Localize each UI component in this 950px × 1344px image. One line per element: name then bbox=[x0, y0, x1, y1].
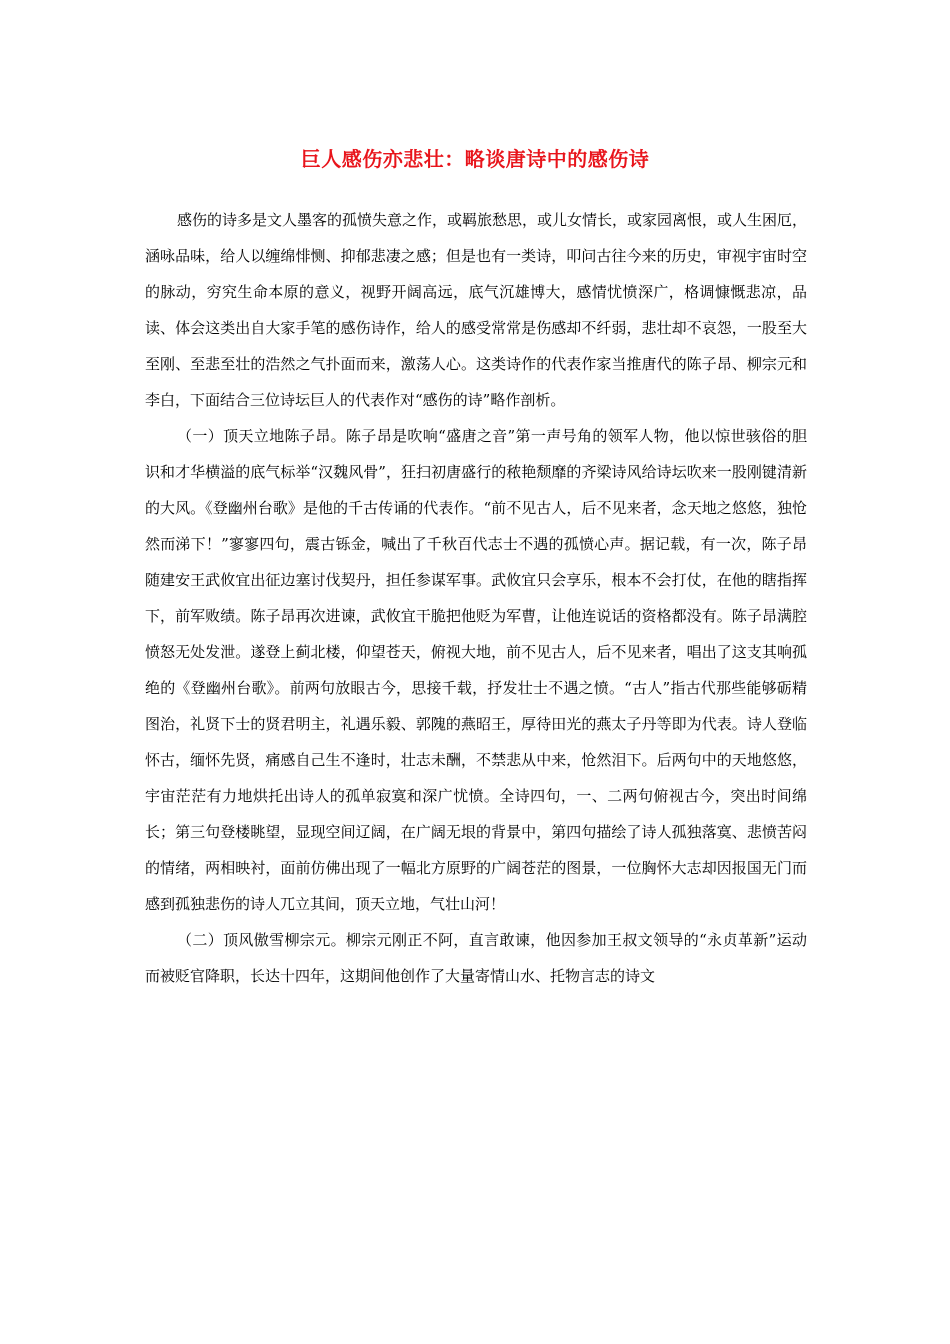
paragraph-intro: 感伤的诗多是文人墨客的孤愤失意之作，或羁旅愁思，或儿女情长，或家园离恨，或人生困厄，涵咏品味，给人以缠绵悱恻、抑郁悲凄之感；但是也有一类诗，叩问古往今来的历史，审视宇宙时空的脉动，穷究生命本原的意义，视野开阔高远，底气沉雄博大，感情忧愤深广，格调慷慨悲凉，品读、体会这类出自大家手笔的感伤诗作，给人的感受常常是伤感却不纤弱，悲壮却不哀怨，一股至大至刚、至悲至壮的浩然之气扑面而来，激荡人心。这类诗作的代表作家当推唐代的陈子昂、柳宗元和李白，下面结合三位诗坛巨人的代表作对“感伤的诗”略作剖析。 bbox=[145, 211, 808, 409]
document-body bbox=[145, 202, 807, 994]
paragraph-chen-ziang: （一）顶天立地陈子昂。陈子昂是吹响“盛唐之音”第一声号角的领军人物，他以惊世骇俗的胆识和才华横溢的底气标举“汉魏风骨”，狂扫初唐盛行的秾艳颓靡的齐梁诗风给诗坛吹来一股刚键清新的大风。《登幽州台歌》是他的千古传诵的代表作。“前不见古人，后不见来者，念天地之悠悠，独怆然而涕下！”寥寥四句，震古铄金，喊出了千秋百代志士不遇的孤愤心声。据记载，有一次，陈子昂随建安王武攸宜出征边塞讨伐契丹，担任参谋军事。武攸宜只会享乐，根本不会打仗，在他的瞎指挥下，前军败绩。陈子昂再次进谏，武攸宜干脆把他贬为军曹，让他连说话的资格都没有。陈子昂满腔愤怒无处发泄。遂登上蓟北楼，仰望苍天，俯视大地，前不见古人，后不见来者，唱出了这支其响孤绝的《登幽州台歌》。前两句放眼古今，思接千载，抒发壮士不遇之愤。“古人”指古代那些能够砺精图治，礼贤下士的贤君明主，礼遇乐毅、郭隗的燕昭王，厚待田光的燕太子丹等即为代表。诗人登临怀古，缅怀先贤，痛感自己生不逢时，壮志未酬，不禁悲从中来，怆然泪下。后两句中的天地悠悠，宇宙茫茫有力地烘托出诗人的孤单寂寞和深广忧愤。全诗四句，一、二两句俯视古今，突出时间绵长；第三句登楼眺望，显现空间辽阔，在广阔无垠的背景中，第四句描绘了诗人孤独落寞、悲愤苦闷的情绪，两相映衬，面前仿佛出现了一幅北方原野的广阔苍茫的图景，一位胸怀大志却因报国无门而感到孤独悲伤的诗人兀立其间，顶天立地，气壮山河！ bbox=[145, 427, 807, 913]
paragraph-liu-zongyuan: （二）顶风傲雪柳宗元。柳宗元刚正不阿，直言敢谏，他因参加王叔文领导的“永贞革新”运动而被贬官降职，长达十四年，这期间他创作了大量寄情山水、托物言志的诗文 bbox=[145, 931, 807, 985]
document-title: 巨人感伤亦悲壮：略谈唐诗中的感伤诗 bbox=[300, 147, 650, 171]
